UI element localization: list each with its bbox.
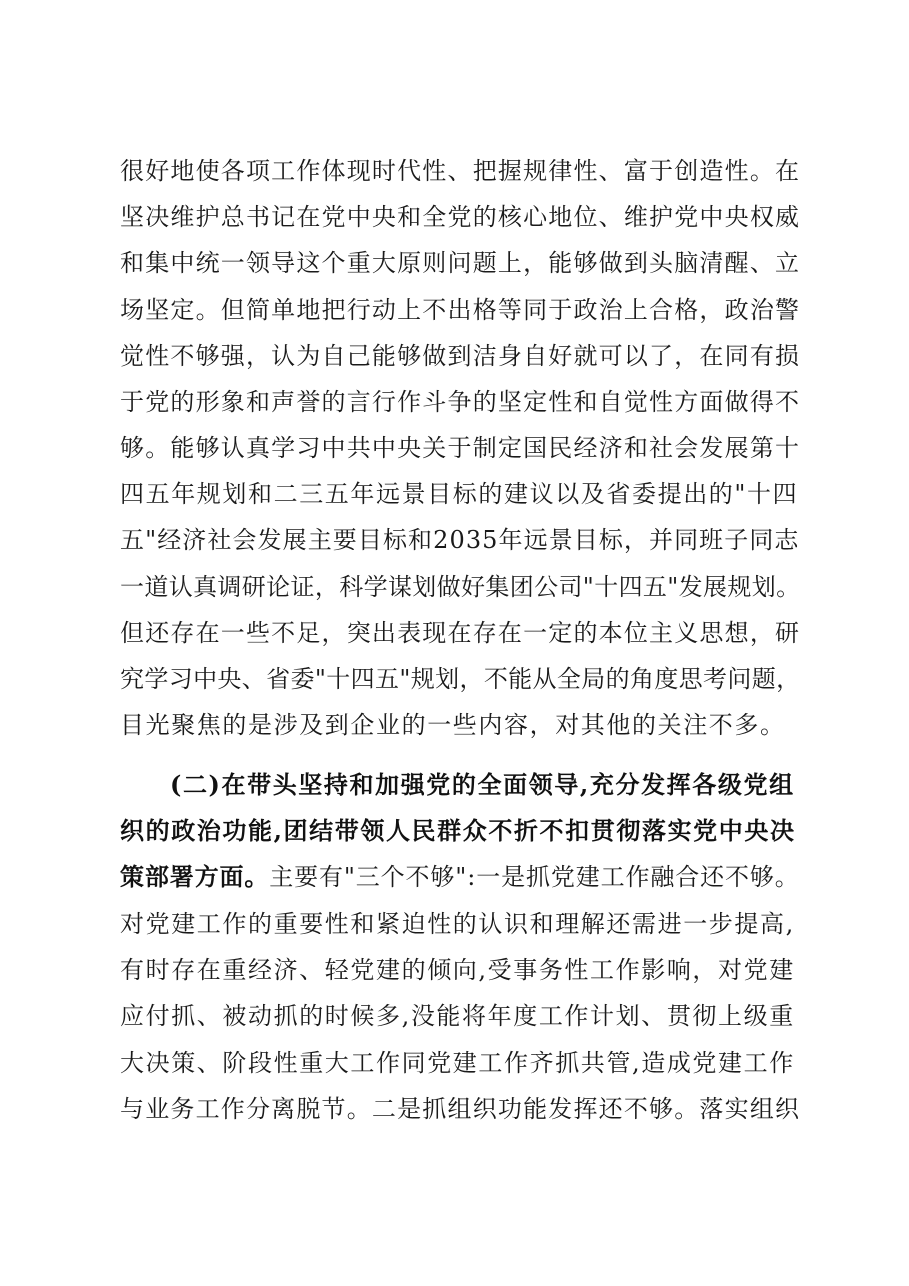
paragraph-line: 对党建工作的重要性和紧迫性的认识和理解还需进一步提高, bbox=[120, 910, 795, 938]
paragraph-line: 觉性不够强，认为自己能够做到洁身自好就可以了，在同有损 bbox=[120, 342, 801, 370]
paragraph-line: 但还存在一些不足，突出表现在存在一定的本位主义思想，研 bbox=[120, 619, 801, 647]
paragraph-line: 大决策、阶段性重大工作同党建工作齐抓共管,造成党建工作 bbox=[120, 1049, 795, 1077]
paragraph-line: 很好地使各项工作体现时代性、把握规律性、富于创造性。在 bbox=[120, 157, 801, 185]
section-heading-end: 策部署方面。 bbox=[120, 862, 270, 891]
paragraph-line: 四五年规划和二三五年远景目标的建议以及省委提出的"十四 bbox=[120, 480, 799, 508]
paragraph-line: 于党的形象和声誉的言行作斗争的坚定性和自觉性方面做得不 bbox=[120, 388, 801, 416]
section-intro-text: 主要有"三个不够":一是抓党建工作融合还不够。 bbox=[269, 863, 800, 891]
paragraph-line: 场坚定。但简单地把行动上不出格等同于政治上合格，政治警 bbox=[120, 296, 801, 324]
paragraph-line: 究学习中央、省委"十四五"规划，不能从全局的角度思考问题， bbox=[120, 665, 801, 693]
paragraph-line: 与业务工作分离脱节。二是抓组织功能发挥还不够。落实组织 bbox=[120, 1095, 801, 1123]
section-heading-line: (二)在带头坚持和加强党的全面领导,充分发挥各级党组 bbox=[170, 770, 795, 799]
paragraph-line: 一道认真调研论证，科学谋划做好集团公司"十四五"发展规划。 bbox=[120, 573, 801, 601]
paragraph-line: 应付抓、被动抓的时候多,没能将年度工作计划、贯彻上级重 bbox=[120, 1002, 795, 1030]
paragraph-line: 五"经济社会发展主要目标和2035年远景目标，并同班子同志 bbox=[120, 526, 800, 554]
paragraph-line: 坚决维护总书记在党中央和全党的核心地位、维护党中央权威 bbox=[120, 203, 801, 231]
paragraph-line: 有时存在重经济、轻党建的倾向,受事务性工作影响，对党建 bbox=[120, 956, 795, 984]
paragraph-line: 够。能够认真学习中共中央关于制定国民经济和社会发展第十 bbox=[120, 434, 801, 462]
paragraph-line: 和集中统一领导这个重大原则问题上，能够做到头脑清醒、立 bbox=[120, 249, 801, 277]
section-heading-mixed-line bbox=[120, 860, 800, 894]
paragraph-line: 目光聚焦的是涉及到企业的一些内容，对其他的关注不多。 bbox=[120, 711, 786, 739]
section-heading-line: 织的政治功能,团结带领人民群众不折不扣贯彻落实党中央决 bbox=[120, 816, 796, 845]
